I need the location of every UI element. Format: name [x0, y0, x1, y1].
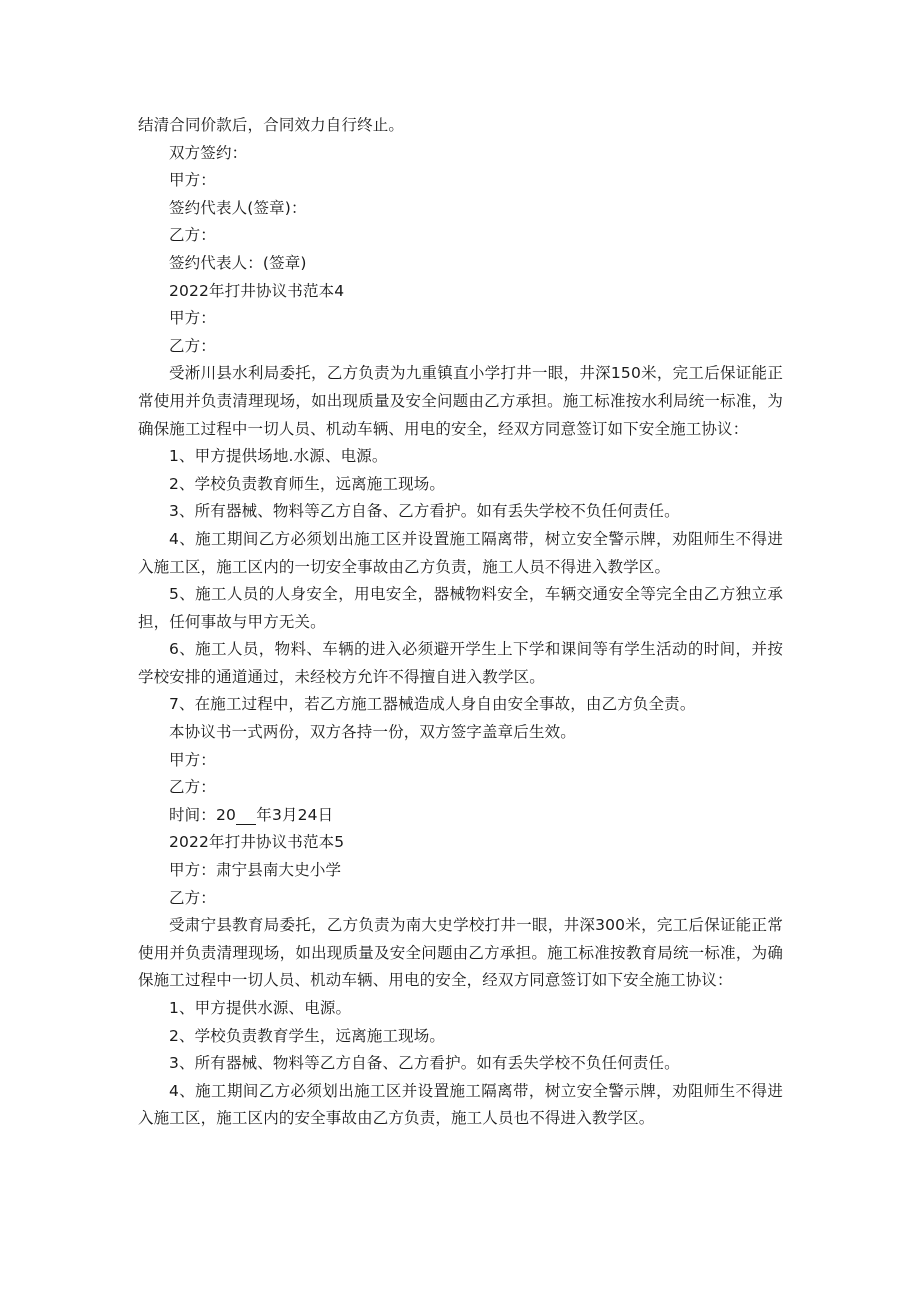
date-prefix: 时间：20	[169, 805, 236, 824]
text-line: 甲方：	[169, 750, 216, 769]
section-title: 2022年打井协议书范本4	[169, 281, 345, 300]
list-item: 1、甲方提供场地.水源、电源。	[169, 447, 388, 466]
paragraph: 受肃宁县教育局委托，乙方负责为南大史学校打井一眼，井深300米，完工后保证能正常使用并负责清理现场，如出现质量及安全问题由乙方承担。施工标准按教育局统一标准，为确保施工过程中一切人员、机动车辆、用电的安全，经双方同意签订如下安全施工协议：	[138, 916, 783, 990]
list-item: 4、施工期间乙方必须划出施工区并设置施工隔离带，树立安全警示牌，劝阻师生不得进入施工区，施工区内的安全事故由乙方负责，施工人员也不得进入教学区。	[138, 1081, 783, 1128]
text-line: 乙方：	[169, 226, 216, 245]
list-item: 2、学校负责教育学生，远离施工现场。	[169, 1026, 446, 1045]
text-line: 甲方：	[169, 309, 216, 328]
text-line: 甲方：肃宁县南大史小学	[169, 861, 342, 880]
list-item: 2、学校负责教育师生，远离施工现场。	[169, 474, 446, 493]
text-line: 甲方：	[169, 171, 216, 190]
text-line: 签约代表人(签章)：	[169, 198, 307, 217]
date-blank	[236, 806, 256, 825]
list-item: 5、施工人员的人身安全，用电安全，器械物料安全，车辆交通安全等完全由乙方独立承担，任何事故与甲方无关。	[138, 585, 783, 631]
text-line: 签约代表人：(签章)	[169, 253, 307, 272]
paragraph: 受淅川县水利局委托，乙方负责为九重镇直小学打井一眼，井深150米，完工后保证能正常使用并负责清理现场，如出现质量及安全问题由乙方承担。施工标准按水利局统一标准，为确保施工过程中一切人员、机动车辆、用电的安全，经双方同意签订如下安全施工协议：	[138, 364, 783, 438]
document-page	[138, 112, 783, 1133]
text-line: 结清合同价款后，合同效力自行终止。	[138, 116, 405, 134]
list-item: 6、施工人员，物料、车辆的进入必须避开学生上下学和课间等有学生活动的时间，并按学校安排的通道通过，未经校方允许不得擅自进入教学区。	[138, 640, 783, 686]
list-item: 3、所有器械、物料等乙方自备、乙方看护。如有丢失学校不负任何责任。	[169, 1054, 680, 1073]
text-line: 乙方：	[169, 778, 216, 797]
text-line: 乙方：	[169, 888, 216, 907]
list-item: 7、在施工过程中，若乙方施工器械造成人身自由安全事故，由乙方负全责。	[169, 695, 696, 714]
date-line	[138, 802, 783, 830]
section-title: 2022年打井协议书范本5	[169, 833, 345, 852]
text-line: 双方签约：	[169, 143, 248, 162]
date-suffix: 年3月24日	[256, 805, 334, 824]
text-line: 本协议书一式两份，双方各持一份，双方签字盖章后生效。	[169, 723, 576, 742]
list-item: 3、所有器械、物料等乙方自备、乙方看护。如有丢失学校不负任何责任。	[169, 502, 680, 521]
text-line: 乙方：	[169, 336, 216, 355]
list-item: 4、施工期间乙方必须划出施工区并设置施工隔离带，树立安全警示牌，劝阻师生不得进入施工区，施工区内的一切安全事故由乙方负责，施工人员不得进入教学区。	[138, 529, 783, 576]
list-item: 1、甲方提供水源、电源。	[169, 999, 352, 1017]
